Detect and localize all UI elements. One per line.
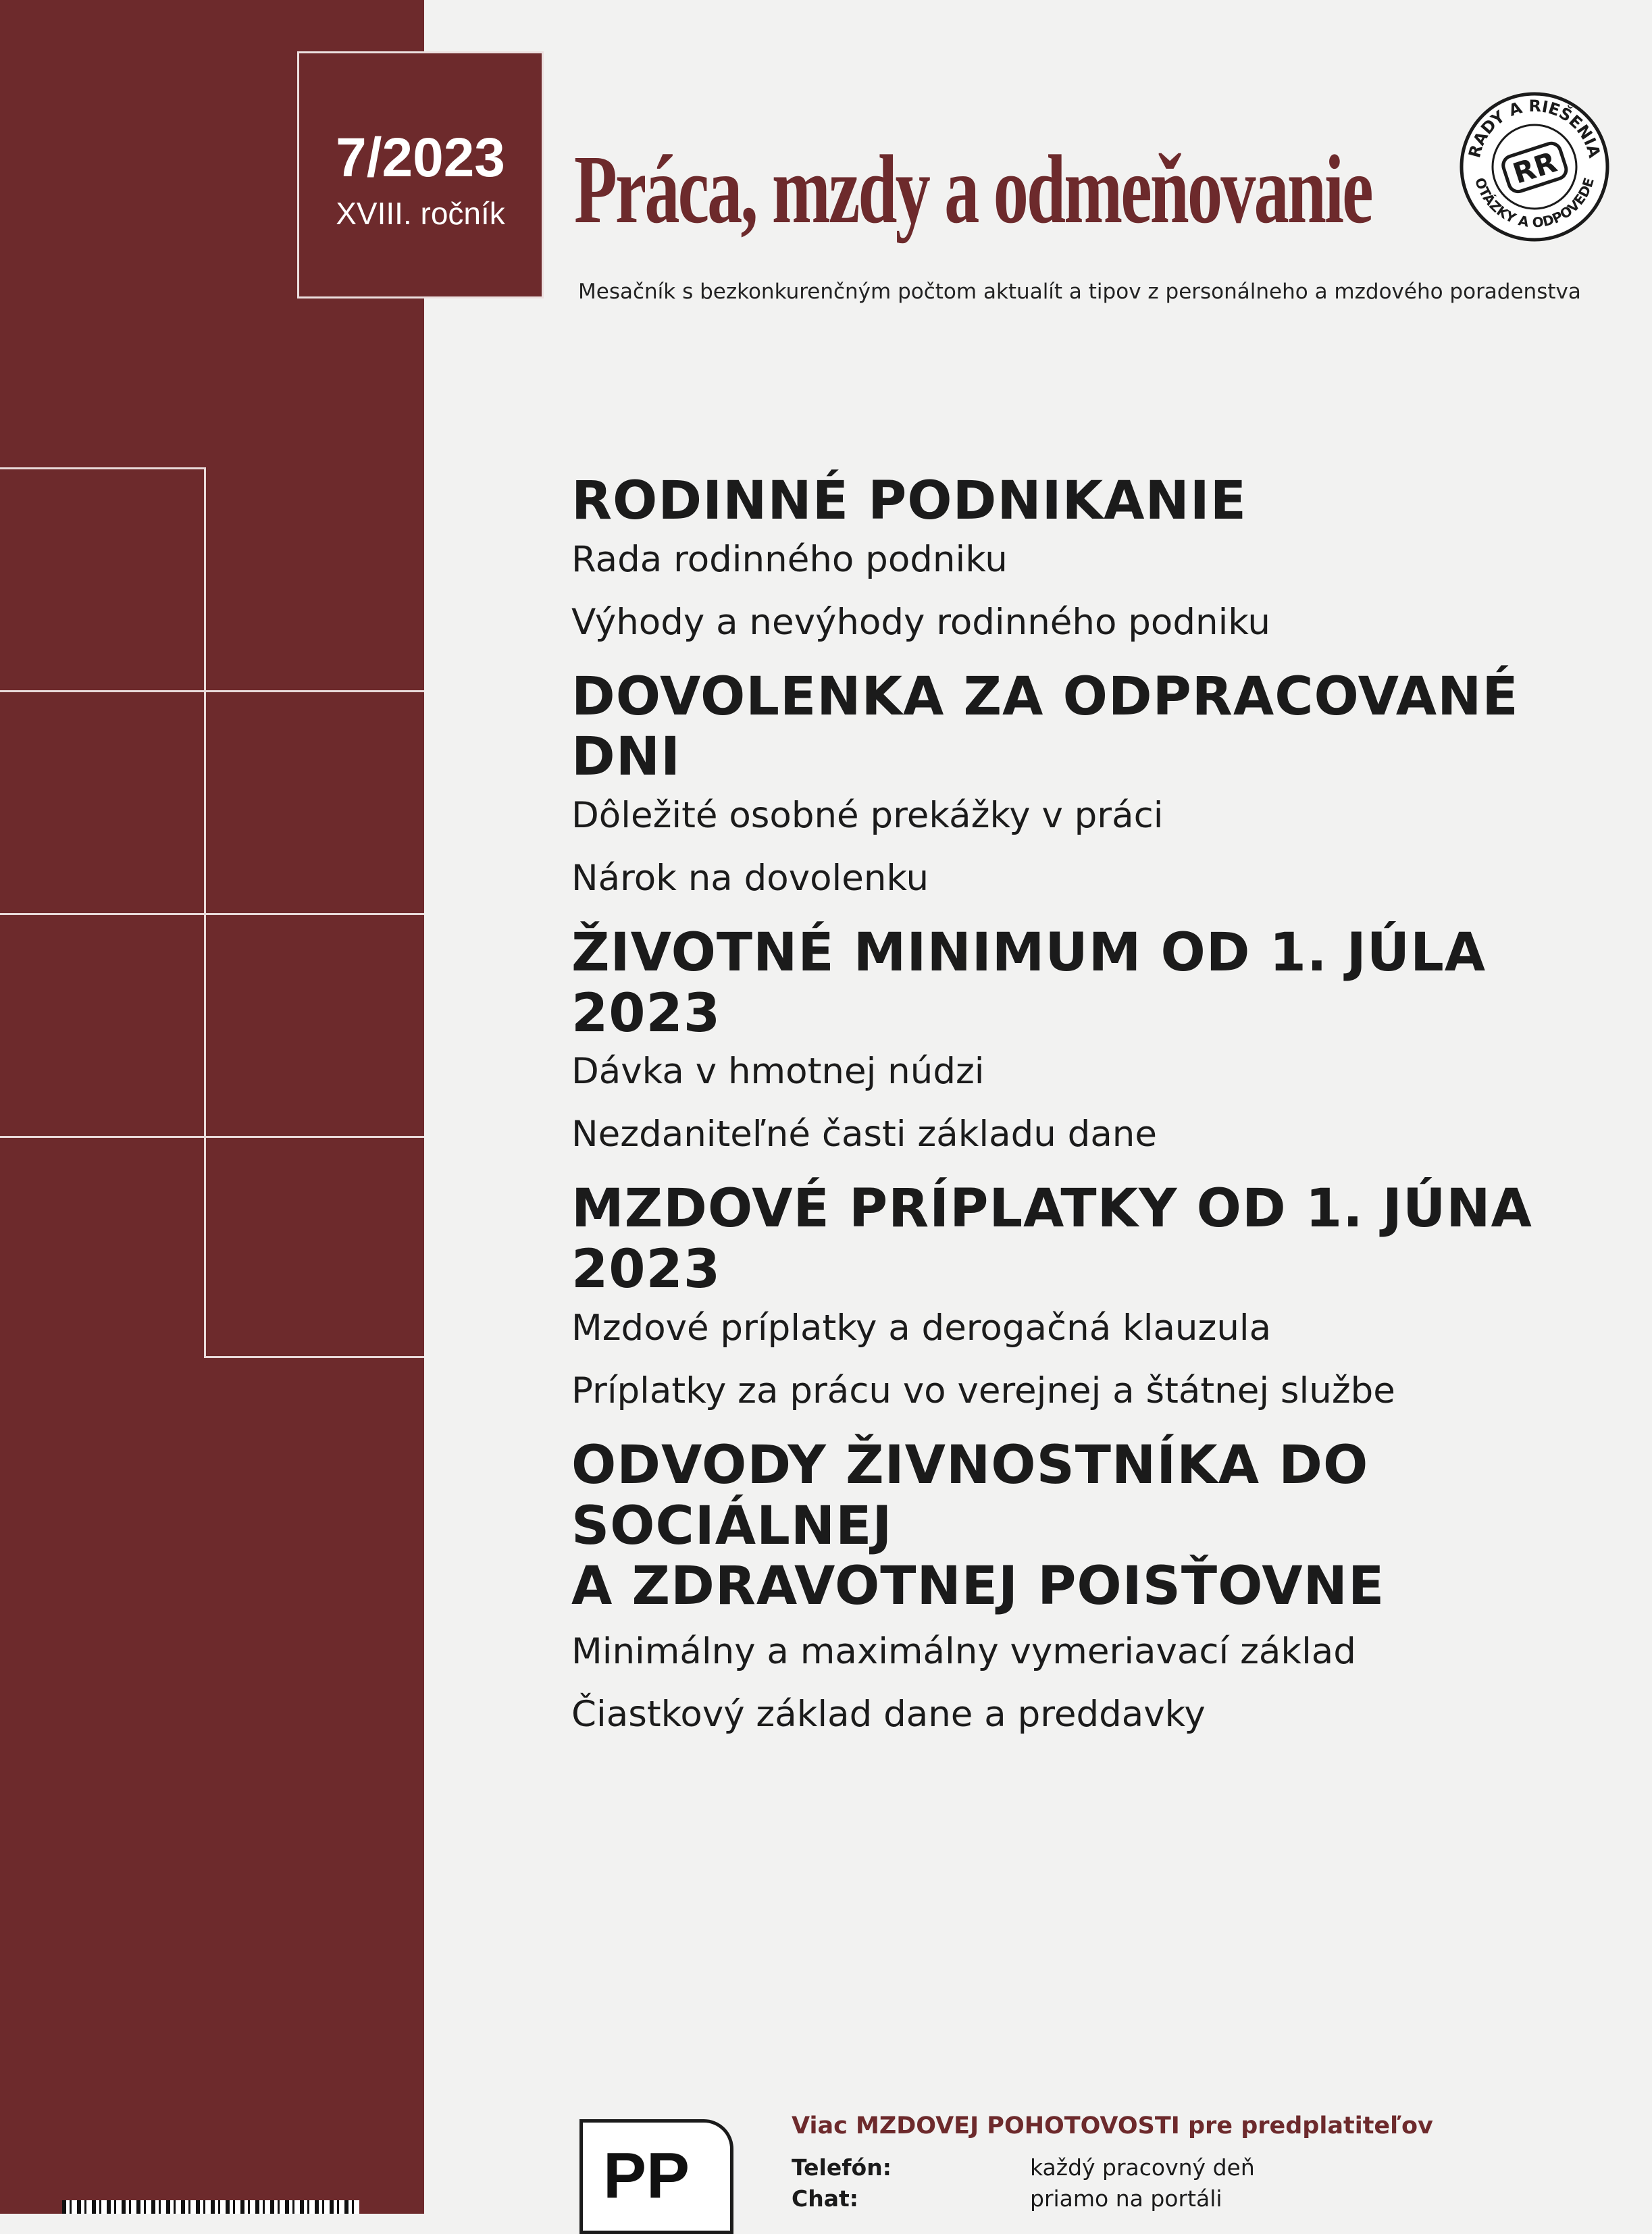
topic-title-line: ODVODY ŽIVNOSTNÍKA DO SOCIÁLNEJ <box>571 1434 1369 1557</box>
promo-heading: Viac MZDOVEJ POHOTOVOSTI pre predplatiteľov <box>792 2112 1433 2139</box>
issue-number: 7/2023 <box>336 127 505 188</box>
topic-title <box>571 1436 1625 1617</box>
topic-item: Dávka v hmotnej núdzi <box>571 1051 985 1093</box>
pp-logo-text: PP <box>603 2139 690 2212</box>
sidebar-grid-line <box>204 467 206 1358</box>
seal-bottom-text: OTÁZKY A ODPOVEDE <box>1472 176 1597 231</box>
seal-center-text: RR <box>1509 145 1561 190</box>
topic-item: Dôležité osobné prekážky v práci <box>571 795 1164 837</box>
topic-item: Rada rodinného podniku <box>571 538 1008 580</box>
topic-title: DOVOLENKA ZA ODPRACOVANÉ DNI <box>571 666 1519 788</box>
sidebar-grid-line <box>0 690 424 692</box>
topic-item: Mzdové príplatky a derogačná klauzula <box>571 1307 1272 1349</box>
topic-title: ŽIVOTNÉ MINIMUM OD 1. JÚLA 2023 <box>571 923 1487 1044</box>
topic-title: MZDOVÉ PRÍPLATKY OD 1. JÚNA 2023 <box>571 1178 1532 1301</box>
topic <box>571 1178 1625 1411</box>
contact-value: každý pracovný deň <box>1030 2154 1255 2181</box>
issue-volume: XVIII. ročník <box>336 196 505 231</box>
topic <box>571 1434 1625 1735</box>
topic-item: Výhody a nevýhody rodinného podniku <box>571 601 1270 643</box>
cover-sidebar <box>0 0 424 2214</box>
topic-title-line: A ZDRAVOTNEJ POISŤOVNE <box>571 1556 1385 1617</box>
topic <box>571 666 1625 900</box>
topic-title: RODINNÉ PODNIKANIE <box>571 471 1247 531</box>
pp-logo <box>579 2119 733 2234</box>
sidebar-grid-line <box>0 1136 424 1138</box>
magazine-title: Práca, mzdy a odmeňovanie <box>574 136 1372 244</box>
sidebar-grid-line <box>0 913 424 915</box>
contact-label: Telefón: <box>792 2154 892 2181</box>
seal-top-text: RADY A RIEŠENIA <box>1465 96 1604 160</box>
topic-item: Nezdaniteľné časti základu dane <box>571 1114 1157 1155</box>
contact-label: Chat: <box>792 2185 858 2212</box>
topic <box>571 923 1625 1155</box>
rr-seal-icon <box>1459 91 1611 243</box>
topic-item: Príplatky za prácu vo verejnej a štátnej službe <box>571 1370 1395 1411</box>
sidebar-grid-line <box>0 467 206 469</box>
topics-list <box>571 471 1625 1759</box>
barcode <box>62 2200 359 2214</box>
sidebar-grid-line <box>204 1356 424 1358</box>
topic-item: Čiastkový základ dane a preddavky <box>571 1693 1206 1735</box>
contact-value: priamo na portáli <box>1030 2185 1222 2212</box>
magazine-subtitle: Mesačník s bezkonkurenčným počtom aktualít a tipov z personálneho a mzdového poradenstva <box>578 280 1581 304</box>
issue-box <box>297 51 544 298</box>
topic-item: Minimálny a maximálny vymeriavací základ <box>571 1630 1356 1672</box>
topic <box>571 471 1625 643</box>
topic-item: Nárok na dovolenku <box>571 858 929 900</box>
